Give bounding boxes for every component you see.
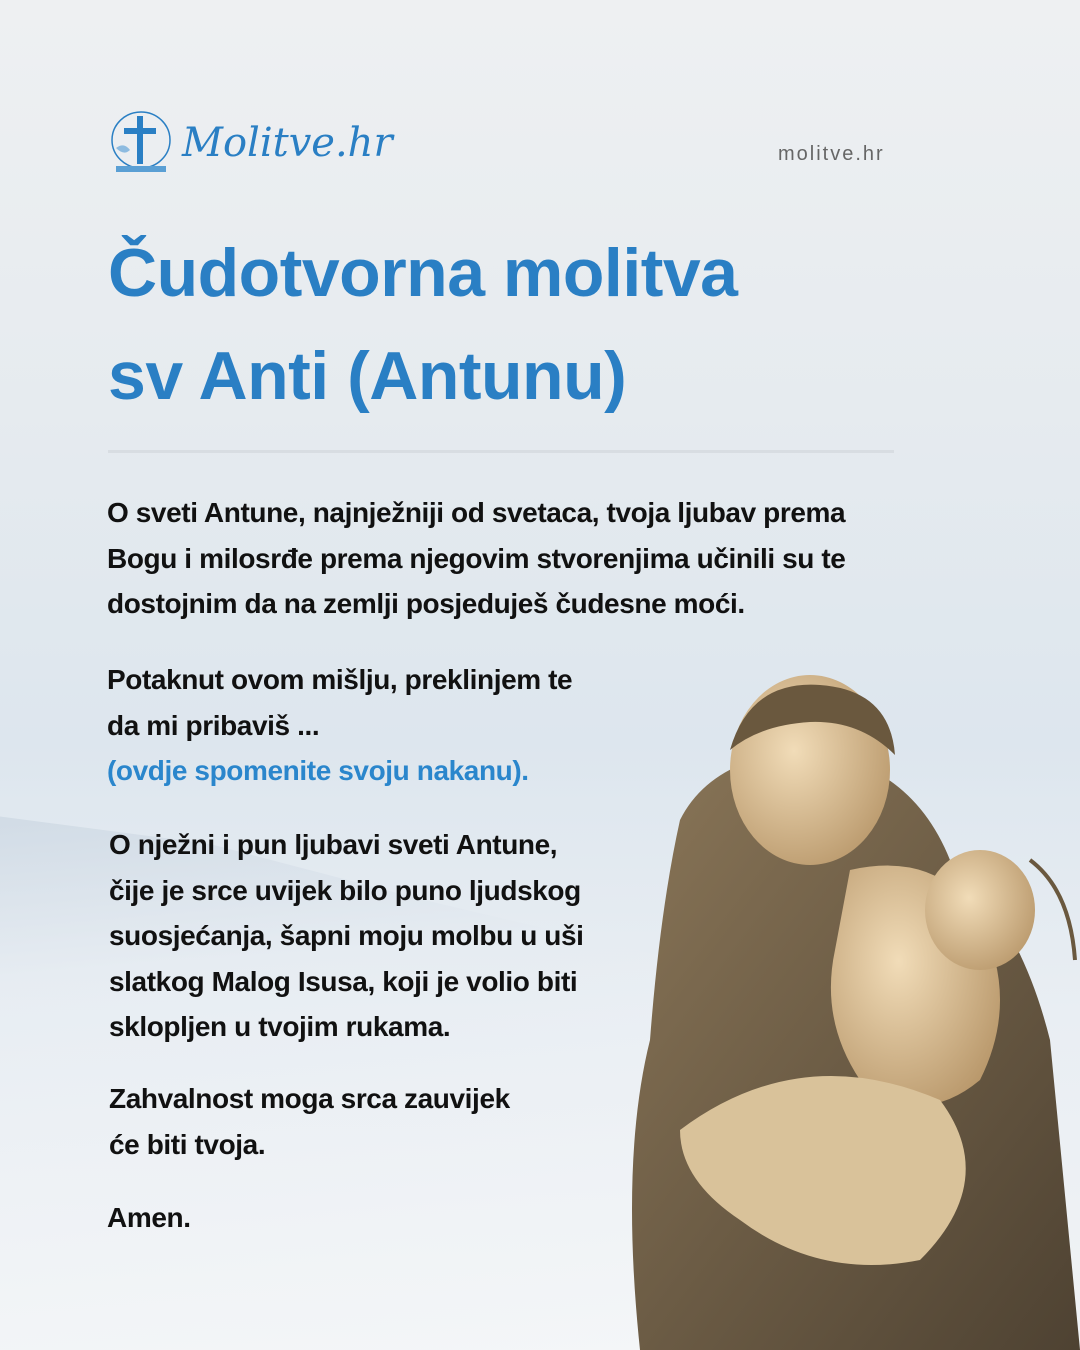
line: će biti tvoja.: [109, 1128, 266, 1160]
prayer-paragraph-4: [109, 1076, 510, 1167]
line: sklopljen u tvojim rukama.: [109, 1011, 451, 1042]
logo[interactable]: [108, 110, 393, 176]
line: Zahvalnost moga srca zauvijek: [109, 1083, 510, 1114]
divider: [108, 450, 894, 453]
cross-logo-icon: [108, 110, 174, 176]
line: suosjećanja, šapni moju molbu u uši: [109, 920, 584, 951]
title-line-2: sv Anti (Antunu): [108, 338, 627, 414]
line: slatkog Malog Isusa, koji je volio biti: [109, 965, 578, 997]
line: da mi pribaviš ...: [107, 709, 320, 741]
line: O sveti Antune, najnježniji od svetaca, tvoja ljubav prema: [107, 497, 846, 528]
amen: Amen.: [107, 1202, 191, 1233]
prayer-paragraph-2: [107, 657, 572, 794]
saint-anthony-statue-image: [620, 660, 1080, 1350]
logo-text: Molitve.hr: [182, 120, 393, 166]
prayer-paragraph-1: [107, 490, 845, 627]
line: Bogu i milosrđe prema njegovim stvorenjima učinili su te: [107, 542, 846, 574]
page-title: [108, 222, 738, 428]
line: Potaknut ovom mišlju, preklinjem te: [107, 664, 573, 695]
line: čije je srce uvijek bilo puno ljudskog: [109, 874, 581, 906]
prayer-paragraph-3: [109, 822, 584, 1050]
title-line-1: Čudotvorna molitva: [108, 235, 738, 311]
intention-note: (ovdje spomenite svoju nakanu).: [107, 755, 529, 786]
site-url[interactable]: molitve.hr: [778, 143, 885, 165]
line: O nježni i pun ljubavi sveti Antune,: [109, 829, 558, 860]
line: dostojnim da na zemlji posjeduješ čudesne moći.: [107, 588, 745, 619]
